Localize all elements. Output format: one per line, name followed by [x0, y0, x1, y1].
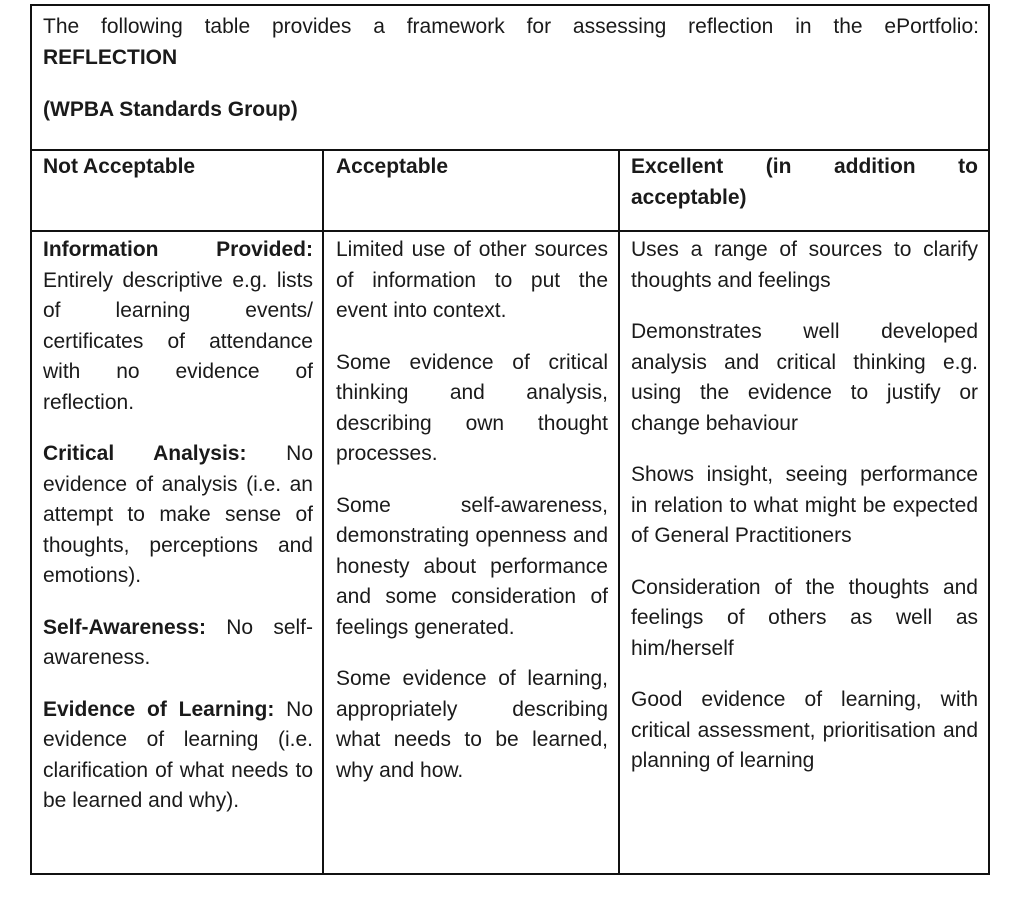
page-subtitle: (WPBA Standards Group): [43, 98, 298, 121]
column-excellent: [631, 235, 978, 798]
reflection-table: [30, 4, 990, 875]
header-divider: [32, 149, 988, 151]
intro-block: [43, 12, 979, 126]
excellent-item: Consideration of the thoughts and feelings of others as well as him/herself: [631, 575, 978, 660]
acceptable-item: Some evidence of critical thinking and analysis, describing own thought processes.: [336, 350, 608, 465]
header-excellent: [631, 152, 978, 213]
header-excellent-line2: acceptable): [631, 185, 747, 209]
acceptable-item: Some self-awareness, demonstrating openness and honesty about performance and some consideration of feelings generated.: [336, 493, 608, 639]
excellent-item: Demonstrates well developed analysis and critical thinking e.g. using the evidence to justify or change behaviour: [631, 320, 978, 435]
acceptable-item: Some evidence of learning, appropriately describing what needs to be learned, why and how.: [336, 667, 608, 782]
criterion-critical-analysis: Critical Analysis: No evidence of analysis (i.e. an attempt to make sense of thoughts, perceptions and emotions).: [43, 442, 313, 587]
intro-text: The following table provides a framework for assessing reflection in the ePortfolio:: [43, 15, 979, 38]
excellent-item: Uses a range of sources to clarify thoughts and feelings: [631, 238, 978, 292]
acceptable-item: Limited use of other sources of information to put the event into context.: [336, 238, 608, 322]
header-not-acceptable: Not Acceptable: [43, 155, 196, 178]
page-title: REFLECTION: [43, 45, 178, 69]
header-acceptable: Acceptable: [336, 155, 449, 178]
excellent-item: Shows insight, seeing performance in relation to what might be expected of General Practitioners: [631, 463, 978, 547]
column-header-divider: [32, 230, 988, 232]
criterion-information: Information Provided: Entirely descriptive e.g. lists of learning events/ certificates of attendance with no evidence of reflection.: [43, 238, 313, 414]
column-acceptable: [336, 235, 608, 807]
column-not-acceptable: [43, 235, 313, 838]
header-excellent-line1: Excellent (in addition to: [631, 155, 978, 178]
excellent-item: Good evidence of learning, with critical assessment, prioritisation and planning of learning: [631, 688, 978, 772]
criterion-self-awareness: Self-Awareness: No self-awareness.: [43, 615, 313, 669]
column-divider-1: [322, 151, 324, 873]
criterion-evidence-of-learning: Evidence of Learning: No evidence of learning (i.e. clarification of what needs to be learned and why).: [43, 697, 314, 812]
column-divider-2: [618, 151, 620, 873]
